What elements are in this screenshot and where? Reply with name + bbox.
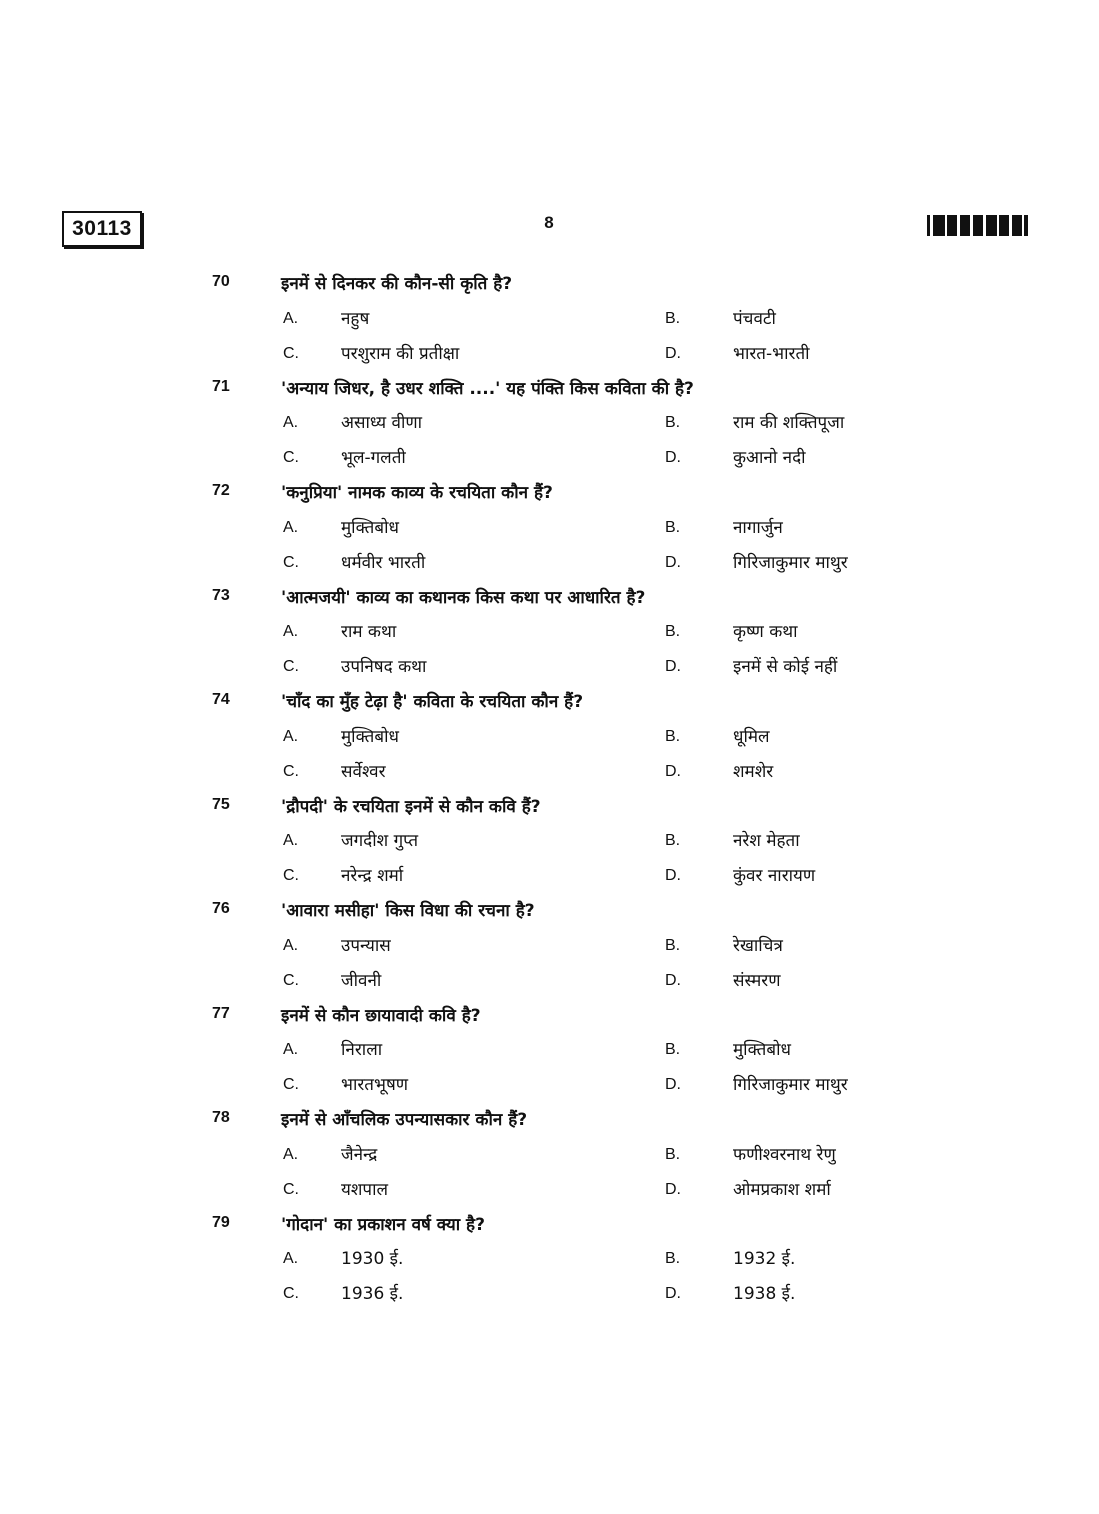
option-text: सर्वेश्वर — [341, 761, 386, 782]
option-text: नरेश मेहता — [733, 831, 800, 852]
option-text: संस्मरण — [733, 970, 781, 991]
question-text: इनमें से आँचलिक उपन्यासकार कौन हैं? — [281, 1110, 528, 1130]
question-70 — [0, 266, 1099, 371]
option-letter: C. — [283, 971, 299, 989]
option-letter: D. — [665, 1180, 681, 1198]
option-letter: A. — [283, 518, 299, 536]
question-row — [0, 1207, 1099, 1242]
option-letter: A. — [283, 309, 299, 327]
question-number: 75 — [212, 795, 230, 813]
option-row — [0, 440, 1099, 475]
question-75 — [0, 789, 1099, 894]
option-row — [0, 963, 1099, 998]
option-row — [0, 1137, 1099, 1172]
option-text: कुआनो नदी — [733, 448, 806, 469]
option-text: धूमिल — [733, 726, 770, 747]
option-text: 1936 ई. — [341, 1284, 404, 1305]
option-text: पंचवटी — [733, 308, 776, 329]
option-row — [0, 1172, 1099, 1207]
option-letter: B. — [665, 1250, 681, 1268]
option-row — [0, 545, 1099, 580]
option-row — [0, 614, 1099, 649]
option-letter: D. — [665, 762, 681, 780]
option-letter: A. — [283, 936, 299, 954]
option-row — [0, 301, 1099, 336]
option-text: नरेन्द्र शर्मा — [341, 866, 404, 887]
option-text: यशपाल — [341, 1179, 389, 1200]
option-letter: A. — [283, 1145, 299, 1163]
option-row — [0, 405, 1099, 440]
option-letter: B. — [665, 727, 681, 745]
option-text: ओमप्रकाश शर्मा — [733, 1179, 831, 1200]
option-text: जगदीश गुप्त — [341, 831, 419, 852]
question-text: 'अन्याय जिधर, है उधर शक्ति ....' यह पंक्ति किस कविता की है? — [281, 378, 694, 399]
question-row — [0, 1102, 1099, 1137]
page-number: 8 — [544, 213, 554, 232]
question-number: 77 — [212, 1004, 230, 1022]
question-text: 'गोदान' का प्रकाशन वर्ष क्या है? — [281, 1214, 485, 1235]
option-letter: C. — [283, 867, 299, 885]
question-row — [0, 893, 1099, 928]
option-letter: B. — [665, 414, 681, 432]
option-letter: C. — [283, 1180, 299, 1198]
option-text: निराला — [341, 1040, 383, 1061]
question-row — [0, 684, 1099, 719]
option-letter: C. — [283, 762, 299, 780]
option-text: मुक्तिबोध — [341, 517, 399, 538]
question-76 — [0, 893, 1099, 998]
option-row — [0, 510, 1099, 545]
option-text: परशुराम की प्रतीक्षा — [341, 343, 460, 364]
question-77 — [0, 998, 1099, 1103]
question-text: 'चाँद का मुँह टेढ़ा है' कविता के रचयिता कौन हैं? — [281, 692, 584, 712]
question-text: 'द्रौपदी' के रचयिता इनमें से कौन कवि हैं? — [281, 796, 541, 817]
option-letter: B. — [665, 936, 681, 954]
question-71 — [0, 371, 1099, 476]
barcode-graphic — [927, 215, 1031, 236]
question-row — [0, 371, 1099, 406]
question-row — [0, 998, 1099, 1033]
option-row — [0, 823, 1099, 858]
option-letter: D. — [665, 344, 681, 362]
option-text: भूल-गलती — [341, 448, 406, 469]
option-letter: D. — [665, 971, 681, 989]
option-text: नहुष — [341, 308, 370, 329]
option-letter: A. — [283, 832, 299, 850]
option-text: रेखाचित्र — [733, 935, 783, 956]
option-text: असाध्य वीणा — [341, 413, 423, 434]
question-number: 72 — [212, 482, 230, 499]
question-text: 'आवारा मसीहा' किस विधा की रचना है? — [281, 901, 535, 921]
option-text: गिरिजाकुमार माथुर — [733, 552, 848, 573]
question-list — [0, 266, 1099, 1311]
option-text: 1930 ई. — [341, 1249, 404, 1270]
option-text: फणीश्वरनाथ रेणु — [733, 1144, 836, 1165]
paper-code-box: 30113 — [62, 211, 142, 247]
option-letter: D. — [665, 867, 681, 885]
option-row — [0, 1276, 1099, 1311]
option-text: कृष्ण कथा — [733, 622, 798, 643]
question-row — [0, 266, 1099, 301]
option-letter: B. — [665, 1041, 681, 1059]
question-text: इनमें से दिनकर की कौन-सी कृति है? — [281, 274, 513, 294]
option-text: मुक्तिबोध — [733, 1040, 791, 1061]
option-row — [0, 649, 1099, 684]
option-text: उपनिषद कथा — [341, 657, 427, 678]
option-letter: C. — [283, 344, 299, 362]
option-text: राम की शक्तिपूजा — [733, 413, 845, 434]
option-letter: B. — [665, 623, 681, 641]
question-74 — [0, 684, 1099, 789]
question-number: 79 — [212, 1213, 230, 1231]
option-letter: C. — [283, 1285, 299, 1303]
option-letter: D. — [665, 1285, 681, 1303]
option-text: जीवनी — [341, 970, 382, 991]
option-row — [0, 1032, 1099, 1067]
question-text: इनमें से कौन छायावादी कवि है? — [281, 1005, 481, 1026]
question-number: 78 — [212, 1109, 230, 1126]
option-text: गिरिजाकुमार माथुर — [733, 1075, 848, 1096]
option-text: धर्मवीर भारती — [341, 552, 426, 573]
question-row — [0, 475, 1099, 510]
question-number: 73 — [212, 586, 230, 604]
option-letter: D. — [665, 553, 681, 571]
option-letter: C. — [283, 553, 299, 571]
option-text: जैनेन्द्र — [341, 1144, 378, 1165]
option-text: उपन्यास — [341, 935, 391, 956]
question-row — [0, 789, 1099, 824]
option-letter: A. — [283, 414, 299, 432]
question-number: 74 — [212, 691, 230, 708]
option-text: नागार्जुन — [733, 517, 783, 538]
option-letter: A. — [283, 623, 299, 641]
option-row — [0, 336, 1099, 371]
option-row — [0, 754, 1099, 789]
option-text: कुंवर नारायण — [733, 866, 816, 887]
option-text: भारत-भारती — [733, 343, 810, 364]
option-letter: C. — [283, 1076, 299, 1094]
option-letter: D. — [665, 449, 681, 467]
question-number: 70 — [212, 273, 230, 290]
question-row — [0, 580, 1099, 615]
option-row — [0, 858, 1099, 893]
option-letter: B. — [665, 1145, 681, 1163]
option-text: 1938 ई. — [733, 1284, 796, 1305]
option-letter: C. — [283, 658, 299, 676]
option-letter: D. — [665, 1076, 681, 1094]
option-row — [0, 719, 1099, 754]
option-letter: C. — [283, 449, 299, 467]
option-row — [0, 928, 1099, 963]
option-letter: B. — [665, 832, 681, 850]
question-number: 71 — [212, 377, 230, 395]
option-letter: D. — [665, 658, 681, 676]
question-79 — [0, 1207, 1099, 1312]
option-letter: A. — [283, 1250, 299, 1268]
question-78 — [0, 1102, 1099, 1207]
option-text: 1932 ई. — [733, 1249, 796, 1270]
option-text: भारतभूषण — [341, 1075, 409, 1096]
option-text: शमशेर — [733, 761, 774, 782]
option-text: इनमें से कोई नहीं — [733, 657, 838, 678]
question-number: 76 — [212, 900, 230, 917]
option-row — [0, 1241, 1099, 1276]
option-letter: A. — [283, 727, 299, 745]
option-letter: A. — [283, 1041, 299, 1059]
option-text: राम कथा — [341, 622, 397, 643]
question-73 — [0, 580, 1099, 685]
question-text: 'आत्मजयी' काव्य का कथानक किस कथा पर आधारित है? — [281, 587, 646, 608]
option-letter: B. — [665, 518, 681, 536]
question-text: 'कनुप्रिया' नामक काव्य के रचयिता कौन हैं? — [281, 483, 553, 503]
option-text: मुक्तिबोध — [341, 726, 399, 747]
question-72 — [0, 475, 1099, 580]
option-letter: B. — [665, 309, 681, 327]
option-row — [0, 1067, 1099, 1102]
